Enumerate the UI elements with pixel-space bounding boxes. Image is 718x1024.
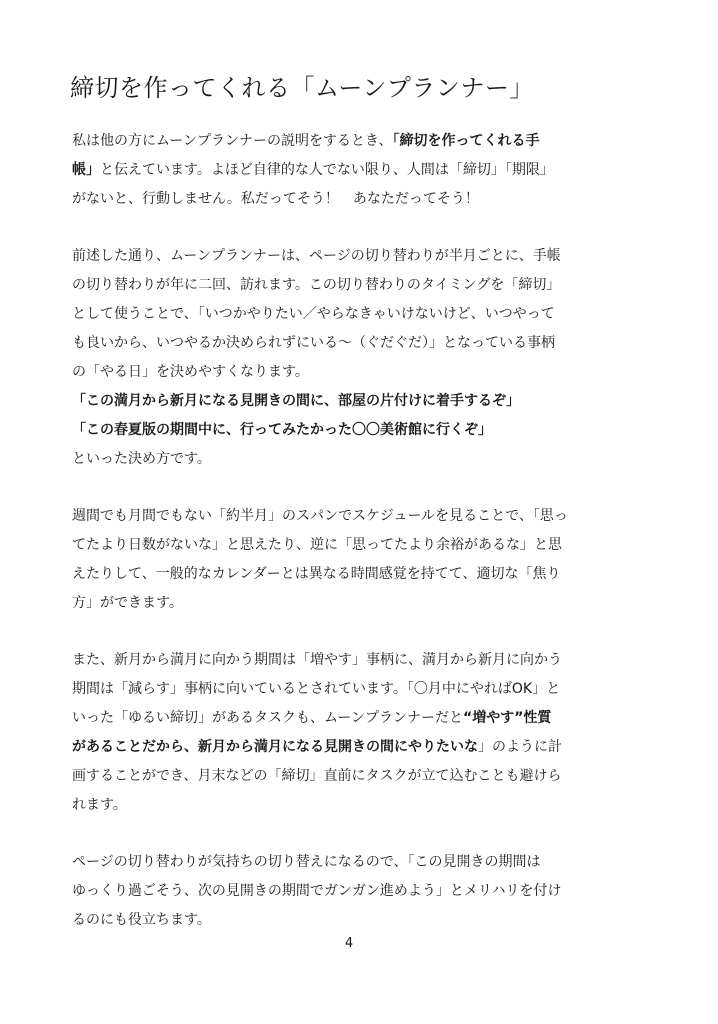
text-line: [72, 733, 632, 762]
text-run: 私は他の方にムーンプランナーの説明をするとき、: [72, 133, 393, 149]
text-run: ゆっくり過ごそう、次の見開きの期間でガンガン進めよう」とメリハリを付け: [72, 883, 562, 899]
text-line: [72, 791, 632, 820]
text-run: がないと、行動しません。私だってそう！ あなただってそう！: [72, 191, 479, 207]
text-run: 期間は「減らす」事柄に向いているとされています。「〇月中にやればOK」と: [72, 681, 561, 697]
text-line: [72, 762, 632, 791]
text-run: の「やる日」を決めやすくなります。: [72, 364, 309, 380]
text-line: [72, 704, 632, 733]
text-line: [72, 675, 632, 704]
text-line: [72, 329, 632, 358]
page-number: 4: [344, 936, 354, 951]
paragraph-gap: [72, 820, 632, 848]
text-run: てたより日数がないな」と思えたり、逆に「思ってたより余裕があるな」と思: [72, 537, 562, 553]
text-run: として使うことで、「いつかやりたい／やらなきゃいけないけど、いつやって: [72, 306, 555, 322]
bold-text: 帳」: [72, 162, 100, 178]
text-line: [72, 560, 632, 589]
text-line: [72, 848, 632, 877]
bold-text: “増やす”性質: [463, 710, 552, 726]
text-line: [72, 156, 632, 185]
text-run: ページの切り替わりが気持ちの切り替えになるので、「この見開きの期間は: [72, 854, 541, 870]
text-line: [72, 877, 632, 906]
text-line: [72, 242, 632, 271]
text-run: 前述した通り、ムーンプランナーは、ページの切り替わりが半月ごとに、手帳: [72, 248, 561, 264]
bold-text: 「この満月から新月になる見開きの間に、部屋の片付けに着手するぞ」: [72, 393, 520, 409]
text-run: 方」ができます。: [72, 595, 183, 611]
body-text: [72, 127, 632, 935]
text-line: [72, 906, 632, 935]
text-line: [72, 416, 632, 445]
bold-text: があることだから、新月から満月になる見開きの間にやりたいな: [72, 739, 478, 755]
text-run: 」のように計: [478, 739, 562, 755]
paragraph: [72, 127, 632, 214]
bold-text: 「締切を作ってくれる手: [392, 133, 540, 149]
text-run: 画することができ、月末などの「締切」直前にタスクが立て込むことも避けら: [72, 768, 562, 784]
text-run: も良いから、いつやるか決められずにいる～（ぐだぐだ）」となっている事柄: [72, 335, 555, 351]
paragraph-gap: [72, 474, 632, 502]
text-run: といった決め方です。: [72, 451, 211, 467]
paragraph: [72, 848, 632, 935]
text-line: [72, 185, 632, 214]
text-line: [72, 646, 632, 675]
text-line: [72, 358, 632, 387]
text-line: [72, 589, 632, 618]
text-run: いった「ゆるい締切」があるタスクも、ムーンプランナーだと: [72, 710, 464, 726]
text-line: [72, 300, 632, 329]
page-title: 締切を作ってくれる「ムーンプランナー」: [70, 74, 534, 102]
text-run: えたりして、一般的なカレンダーとは異なる時間感覚を持てて、適切な「焦り: [72, 566, 561, 582]
paragraph: [72, 646, 632, 820]
text-run: と伝えています。よほど自律的な人でない限り、人間は「締切」「期限」: [100, 162, 554, 178]
text-line: [72, 445, 632, 474]
text-line: [72, 271, 632, 300]
text-line: [72, 127, 632, 156]
text-run: れます。: [72, 797, 127, 813]
text-line: [72, 531, 632, 560]
paragraph: [72, 242, 632, 474]
bold-text: 「この春夏版の期間中に、行ってみたかった〇〇美術館に行くぞ」: [72, 422, 492, 438]
text-line: [72, 387, 632, 416]
text-run: また、新月から満月に向かう期間は「増やす」事柄に、満月から新月に向かう: [72, 652, 562, 668]
text-line: [72, 502, 632, 531]
paragraph: [72, 502, 632, 618]
text-run: の切り替わりが年に二回、訪れます。この切り替わりのタイミングを「締切」: [72, 277, 561, 293]
paragraph-gap: [72, 214, 632, 242]
text-run: 週間でも月間でもない「約半月」のスパンでスケジュールを見ることで、「思っ: [72, 508, 568, 524]
paragraph-gap: [72, 618, 632, 646]
text-run: るのにも役立ちます。: [72, 912, 211, 928]
